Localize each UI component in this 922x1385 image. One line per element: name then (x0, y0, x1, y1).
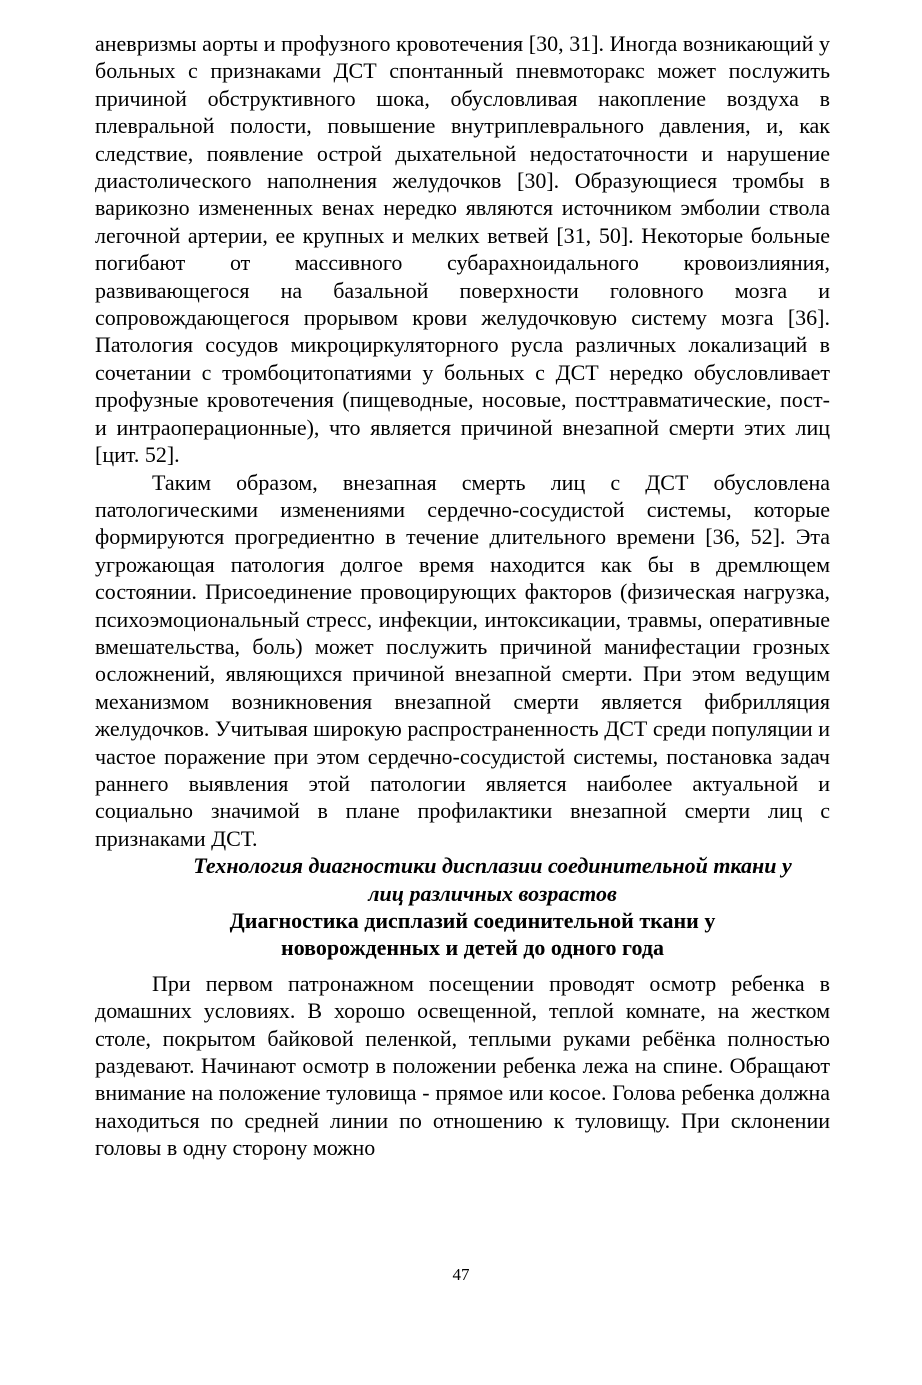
section-heading-italic (95, 852, 830, 907)
page-content (95, 30, 830, 1162)
body-paragraph-2: Таким образом, внезапная смерть лиц с ДСТ обусловлена патологическими изменениями сердечно-сосудистой системы, которые формируются прогредиентно в течение длительного времени [36, 52]. Эта угрожающая патология долгое время находится как бы в дремлющем состоянии. Присоединение провоцирующих факторов (физическая нагрузка, психоэмоциональный стресс, инфекции, интоксикации, травмы, оперативные вмешательства, боль) может послужить причиной манифестации грозных осложнений, являющихся причиной внезапной смерти. При этом ведущим механизмом возникновения внезапной смерти является фибрилляция желудочков. Учитывая широкую распространенность ДСТ среди популяции и частое поражение при этом сердечно-сосудистой системы, постановка задач раннего выявления этой патологии является наиболее актуальной и социально значимой в плане профилактики внезапной смерти лиц с признаками ДСТ. (95, 469, 830, 851)
subsection-heading (95, 907, 830, 962)
page-number: 47 (452, 1265, 470, 1284)
subsection-heading-line-2: новорожденных и детей до одного года (281, 935, 664, 961)
subsection-heading-line-1: Диагностика дисплазий соединительной ткани у (229, 908, 716, 933)
section-heading-italic-line-2: лиц различных возрастов (368, 880, 617, 906)
body-paragraph-3: При первом патронажном посещении проводят осмотр ребенка в домашних условиях. В хорошо освещенной, теплой комнате, на жестком столе, покрытом байковой пеленкой, теплыми руками ребёнка полностью раздевают. Начинают осмотр в положении ребенка лежа на спине. Обращают внимание на положение туловища - прямое или косое. Голова ребенка должна находиться по средней линии по отношению к туловищу. При склонении головы в одну сторону можно (95, 970, 830, 1161)
body-paragraph-1: аневризмы аорты и профузного кровотечения [30, 31]. Иногда возникающий у больных с признаками ДСТ спонтанный пневмоторакс может послужить причиной обструктивного шока, обусловливая накопление воздуха в плевральной полости, повышение внутриплеврального давления, и, как следствие, появление острой дыхательной недостаточности и нарушение диастолического наполнения желудочков [30]. Образующиеся тромбы в варикозно измененных венах нередко являются источником эмболии ствола легочной артерии, ее крупных и мелких ветвей [31, 50]. Некоторые больные погибают от массивного субарахноидального кровоизлияния, развивающегося на базальной поверхности головного мозга и сопровождающегося прорывом крови желудочковую систему мозга [36]. Патология сосудов микроциркуляторного русла различных локализаций в сочетании с тромбоцитопатиями у больных с ДСТ нередко обусловливает профузные кровотечения (пищеводные, носовые, посттравматические, пост- и интраоперационные), что является причиной внезапной смерти этих лиц [цит. 52]. (95, 31, 830, 468)
section-heading-italic-line-1: Технология диагностики дисплазии соединительной ткани у (193, 853, 792, 879)
